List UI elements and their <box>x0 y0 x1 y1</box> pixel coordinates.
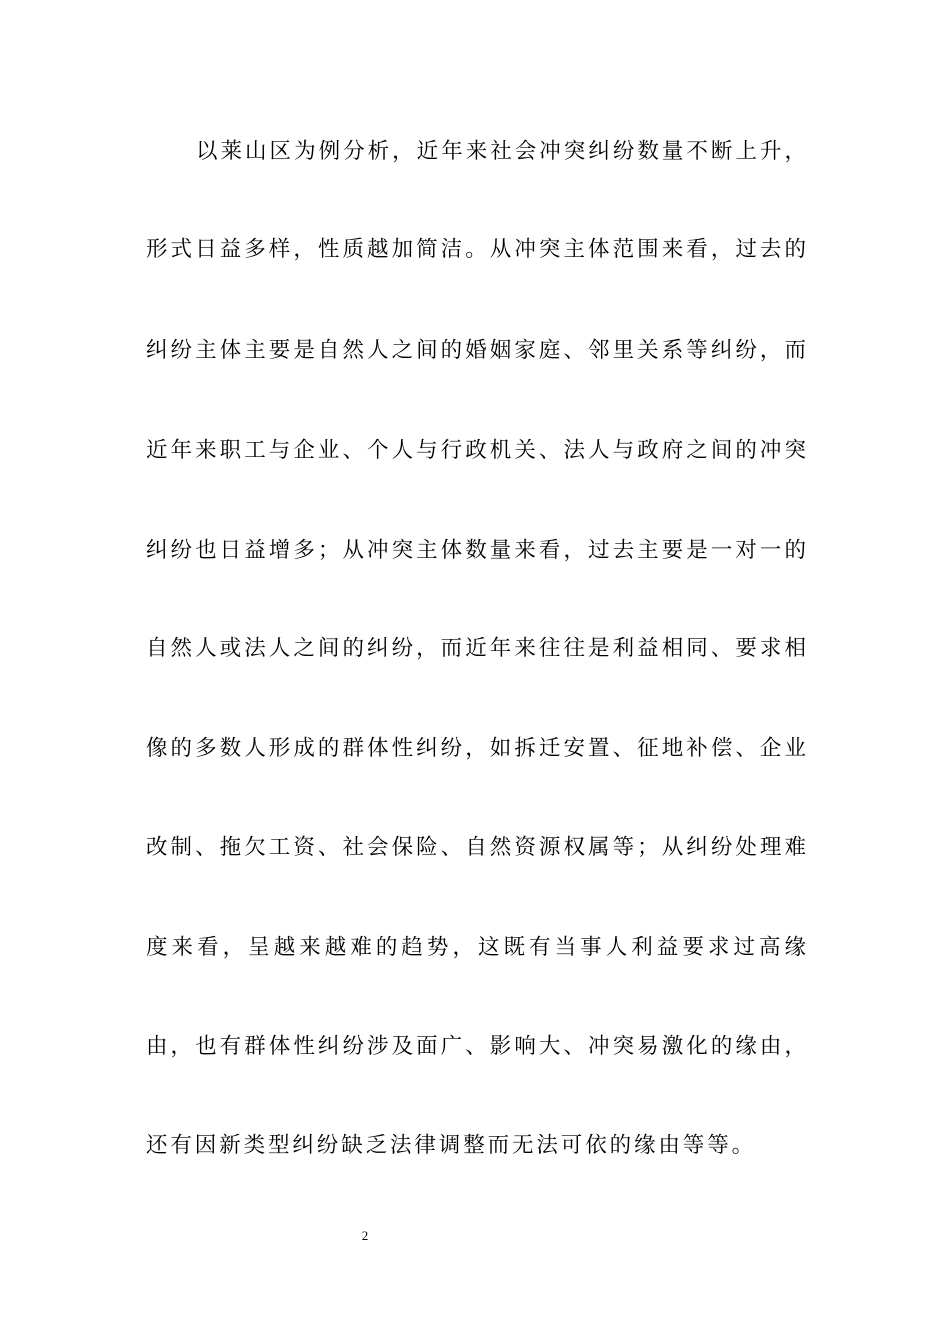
paragraph-line-11: 还有因新类型纠纷缺乏法律调整而无法可依的缘由等等。 <box>146 1133 757 1158</box>
paragraph-line-4: 近年来职工与企业、个人与行政机关、法人与政府之间的冲突 <box>146 438 806 463</box>
paragraph-line-6: 自然人或法人之间的纠纷，而近年来往往是利益相同、要求相 <box>146 636 806 661</box>
paragraph-line-7: 像的多数人形成的群体性纠纷，如拆迁安置、征地补偿、企业 <box>146 736 806 761</box>
paragraph-line-2: 形式日益多样，性质越加简洁。从冲突主体范围来看，过去的 <box>146 237 806 262</box>
paragraph-line-1: 以莱山区为例分析，近年来社会冲突纠纷数量不断上升， <box>196 139 806 164</box>
paragraph-line-10: 由，也有群体性纠纷涉及面广、影响大、冲突易激化的缘由， <box>146 1034 806 1059</box>
paragraph-line-8: 改制、拖欠工资、社会保险、自然资源权属等；从纠纷处理难 <box>146 835 806 860</box>
paragraph-line-9: 度来看，呈越来越难的趋势，这既有当事人利益要求过高缘 <box>146 935 806 960</box>
paragraph-line-3: 纠纷主体主要是自然人之间的婚姻家庭、邻里关系等纠纷，而 <box>146 338 806 363</box>
paragraph-line-5: 纠纷也日益增多；从冲突主体数量来看，过去主要是一对一的 <box>146 538 806 563</box>
page-number: 2 <box>361 1228 369 1243</box>
